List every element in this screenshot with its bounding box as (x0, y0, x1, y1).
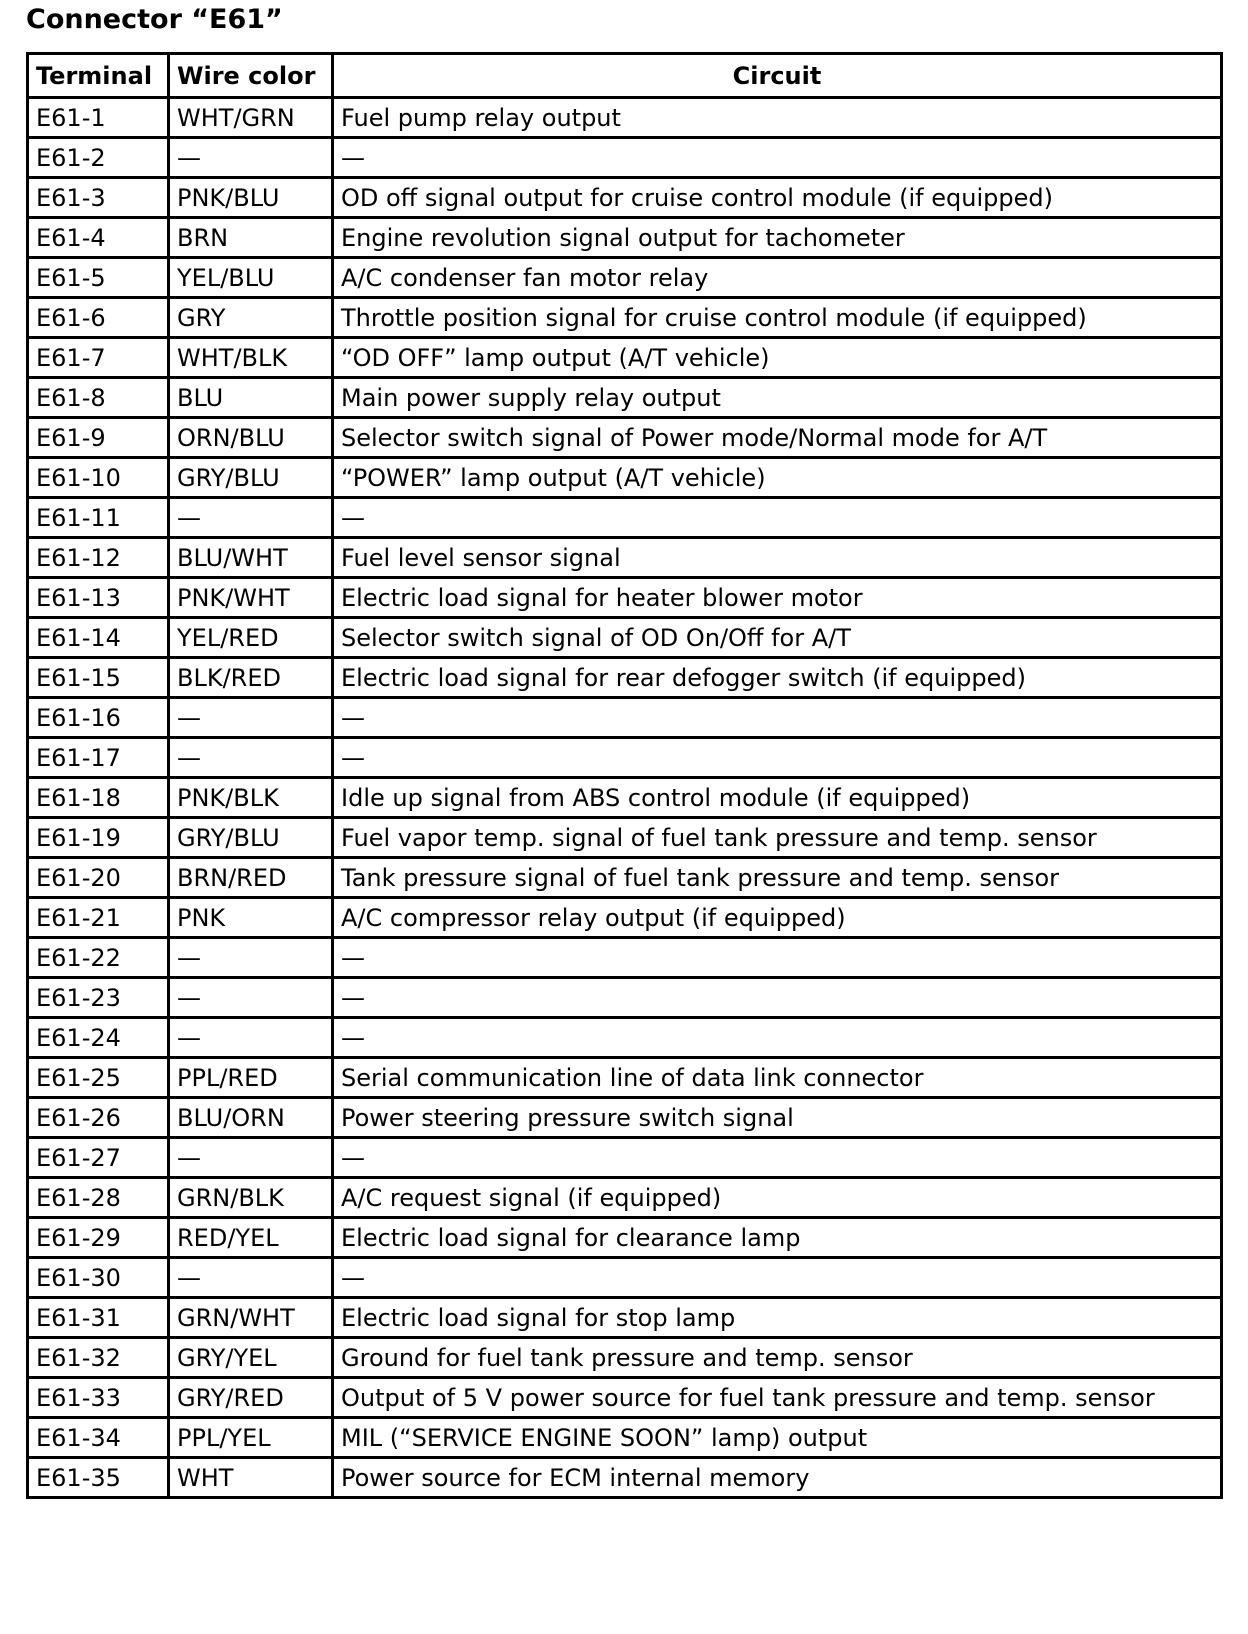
wire-color-cell: YEL/RED (169, 618, 333, 658)
terminal-cell: E61-11 (28, 498, 169, 538)
terminal-cell: E61-23 (28, 978, 169, 1018)
wire-color-cell: BRN/RED (169, 858, 333, 898)
table-row (28, 1218, 1222, 1258)
table-row (28, 498, 1222, 538)
terminal-cell: E61-19 (28, 818, 169, 858)
circuit-cell: — (333, 1258, 1222, 1298)
wire-color-cell: GRY (169, 298, 333, 338)
circuit-cell: — (333, 498, 1222, 538)
circuit-cell: A/C compressor relay output (if equipped) (333, 898, 1222, 938)
terminal-cell: E61-28 (28, 1178, 169, 1218)
table-row (28, 458, 1222, 498)
circuit-cell: Serial communication line of data link connector (333, 1058, 1222, 1098)
table-row (28, 938, 1222, 978)
table-row (28, 418, 1222, 458)
circuit-cell: Selector switch signal of OD On/Off for A/T (333, 618, 1222, 658)
wire-color-cell: GRN/BLK (169, 1178, 333, 1218)
terminal-cell: E61-10 (28, 458, 169, 498)
terminal-cell: E61-30 (28, 1258, 169, 1298)
table-row (28, 698, 1222, 738)
table-row (28, 738, 1222, 778)
table-row (28, 1258, 1222, 1298)
column-header-wire-color: Wire color (169, 54, 333, 98)
table-row (28, 1018, 1222, 1058)
terminal-cell: E61-14 (28, 618, 169, 658)
column-header-circuit: Circuit (333, 54, 1222, 98)
table-row (28, 978, 1222, 1018)
wire-color-cell: PNK/BLU (169, 178, 333, 218)
connector-table (26, 52, 1223, 1499)
terminal-cell: E61-8 (28, 378, 169, 418)
circuit-cell: — (333, 938, 1222, 978)
wire-color-cell: WHT (169, 1458, 333, 1498)
terminal-cell: E61-1 (28, 98, 169, 138)
terminal-cell: E61-18 (28, 778, 169, 818)
circuit-cell: Selector switch signal of Power mode/Normal mode for A/T (333, 418, 1222, 458)
terminal-cell: E61-32 (28, 1338, 169, 1378)
wire-color-cell: PPL/RED (169, 1058, 333, 1098)
terminal-cell: E61-24 (28, 1018, 169, 1058)
wire-color-cell: BLU/WHT (169, 538, 333, 578)
wire-color-cell: PNK/BLK (169, 778, 333, 818)
table-row (28, 98, 1222, 138)
table-row (28, 818, 1222, 858)
table-row (28, 538, 1222, 578)
circuit-cell: Output of 5 V power source for fuel tank pressure and temp. sensor (333, 1378, 1222, 1418)
circuit-cell: Electric load signal for rear defogger switch (if equipped) (333, 658, 1222, 698)
circuit-cell: Power steering pressure switch signal (333, 1098, 1222, 1138)
table-row (28, 138, 1222, 178)
terminal-cell: E61-4 (28, 218, 169, 258)
terminal-cell: E61-29 (28, 1218, 169, 1258)
circuit-cell: “OD OFF” lamp output (A/T vehicle) (333, 338, 1222, 378)
circuit-cell: — (333, 738, 1222, 778)
table-row (28, 1178, 1222, 1218)
circuit-cell: A/C request signal (if equipped) (333, 1178, 1222, 1218)
table-row (28, 1458, 1222, 1498)
table-row (28, 618, 1222, 658)
circuit-cell: Fuel pump relay output (333, 98, 1222, 138)
wire-color-cell: RED/YEL (169, 1218, 333, 1258)
wire-color-cell: GRY/BLU (169, 458, 333, 498)
wire-color-cell: PNK/WHT (169, 578, 333, 618)
circuit-cell: Tank pressure signal of fuel tank pressure and temp. sensor (333, 858, 1222, 898)
wire-color-cell: ORN/BLU (169, 418, 333, 458)
wire-color-cell: GRY/YEL (169, 1338, 333, 1378)
circuit-cell: Throttle position signal for cruise control module (if equipped) (333, 298, 1222, 338)
wire-color-cell: — (169, 1138, 333, 1178)
circuit-cell: Engine revolution signal output for tachometer (333, 218, 1222, 258)
table-row (28, 1298, 1222, 1338)
circuit-cell: Fuel vapor temp. signal of fuel tank pressure and temp. sensor (333, 818, 1222, 858)
terminal-cell: E61-16 (28, 698, 169, 738)
circuit-cell: A/C condenser fan motor relay (333, 258, 1222, 298)
wire-color-cell: — (169, 1018, 333, 1058)
terminal-cell: E61-3 (28, 178, 169, 218)
wire-color-cell: BLU/ORN (169, 1098, 333, 1138)
wire-color-cell: PPL/YEL (169, 1418, 333, 1458)
table-row (28, 658, 1222, 698)
wire-color-cell: — (169, 978, 333, 1018)
terminal-cell: E61-33 (28, 1378, 169, 1418)
page-title: Connector “E61” (26, 4, 283, 35)
circuit-cell: — (333, 1138, 1222, 1178)
circuit-cell: OD off signal output for cruise control module (if equipped) (333, 178, 1222, 218)
terminal-cell: E61-6 (28, 298, 169, 338)
wire-color-cell: — (169, 1258, 333, 1298)
table-body (28, 98, 1222, 1498)
table-row (28, 1058, 1222, 1098)
table-row (28, 218, 1222, 258)
wire-color-cell: — (169, 938, 333, 978)
circuit-cell: Electric load signal for stop lamp (333, 1298, 1222, 1338)
wire-color-cell: WHT/BLK (169, 338, 333, 378)
table-header-row (28, 54, 1222, 98)
table-row (28, 338, 1222, 378)
terminal-cell: E61-25 (28, 1058, 169, 1098)
circuit-cell: MIL (“SERVICE ENGINE SOON” lamp) output (333, 1418, 1222, 1458)
table-row (28, 898, 1222, 938)
wire-color-cell: PNK (169, 898, 333, 938)
wire-color-cell: BRN (169, 218, 333, 258)
terminal-cell: E61-31 (28, 1298, 169, 1338)
circuit-cell: Electric load signal for clearance lamp (333, 1218, 1222, 1258)
circuit-cell: — (333, 1018, 1222, 1058)
circuit-cell: Ground for fuel tank pressure and temp. sensor (333, 1338, 1222, 1378)
circuit-cell: Main power supply relay output (333, 378, 1222, 418)
terminal-cell: E61-13 (28, 578, 169, 618)
table-row (28, 1418, 1222, 1458)
circuit-cell: — (333, 138, 1222, 178)
table-row (28, 178, 1222, 218)
wire-color-cell: GRY/RED (169, 1378, 333, 1418)
terminal-cell: E61-2 (28, 138, 169, 178)
wire-color-cell: GRY/BLU (169, 818, 333, 858)
table-row (28, 258, 1222, 298)
circuit-cell: Electric load signal for heater blower motor (333, 578, 1222, 618)
circuit-cell: — (333, 698, 1222, 738)
terminal-cell: E61-9 (28, 418, 169, 458)
terminal-cell: E61-12 (28, 538, 169, 578)
terminal-cell: E61-21 (28, 898, 169, 938)
wire-color-cell: BLK/RED (169, 658, 333, 698)
terminal-cell: E61-34 (28, 1418, 169, 1458)
terminal-cell: E61-22 (28, 938, 169, 978)
wire-color-cell: GRN/WHT (169, 1298, 333, 1338)
wire-color-cell: WHT/GRN (169, 98, 333, 138)
table-row (28, 378, 1222, 418)
table-row (28, 298, 1222, 338)
table-row (28, 1138, 1222, 1178)
circuit-cell: — (333, 978, 1222, 1018)
wire-color-cell: YEL/BLU (169, 258, 333, 298)
table-row (28, 858, 1222, 898)
terminal-cell: E61-20 (28, 858, 169, 898)
wire-color-cell: BLU (169, 378, 333, 418)
wire-color-cell: — (169, 738, 333, 778)
terminal-cell: E61-15 (28, 658, 169, 698)
table-row (28, 778, 1222, 818)
terminal-cell: E61-7 (28, 338, 169, 378)
wire-color-cell: — (169, 498, 333, 538)
terminal-cell: E61-26 (28, 1098, 169, 1138)
terminal-cell: E61-5 (28, 258, 169, 298)
circuit-cell: “POWER” lamp output (A/T vehicle) (333, 458, 1222, 498)
table-row (28, 578, 1222, 618)
wire-color-cell: — (169, 138, 333, 178)
circuit-cell: Power source for ECM internal memory (333, 1458, 1222, 1498)
table-row (28, 1098, 1222, 1138)
terminal-cell: E61-17 (28, 738, 169, 778)
table-row (28, 1378, 1222, 1418)
terminal-cell: E61-27 (28, 1138, 169, 1178)
table-row (28, 1338, 1222, 1378)
circuit-cell: Fuel level sensor signal (333, 538, 1222, 578)
wire-color-cell: — (169, 698, 333, 738)
column-header-terminal: Terminal (28, 54, 169, 98)
terminal-cell: E61-35 (28, 1458, 169, 1498)
circuit-cell: Idle up signal from ABS control module (if equipped) (333, 778, 1222, 818)
